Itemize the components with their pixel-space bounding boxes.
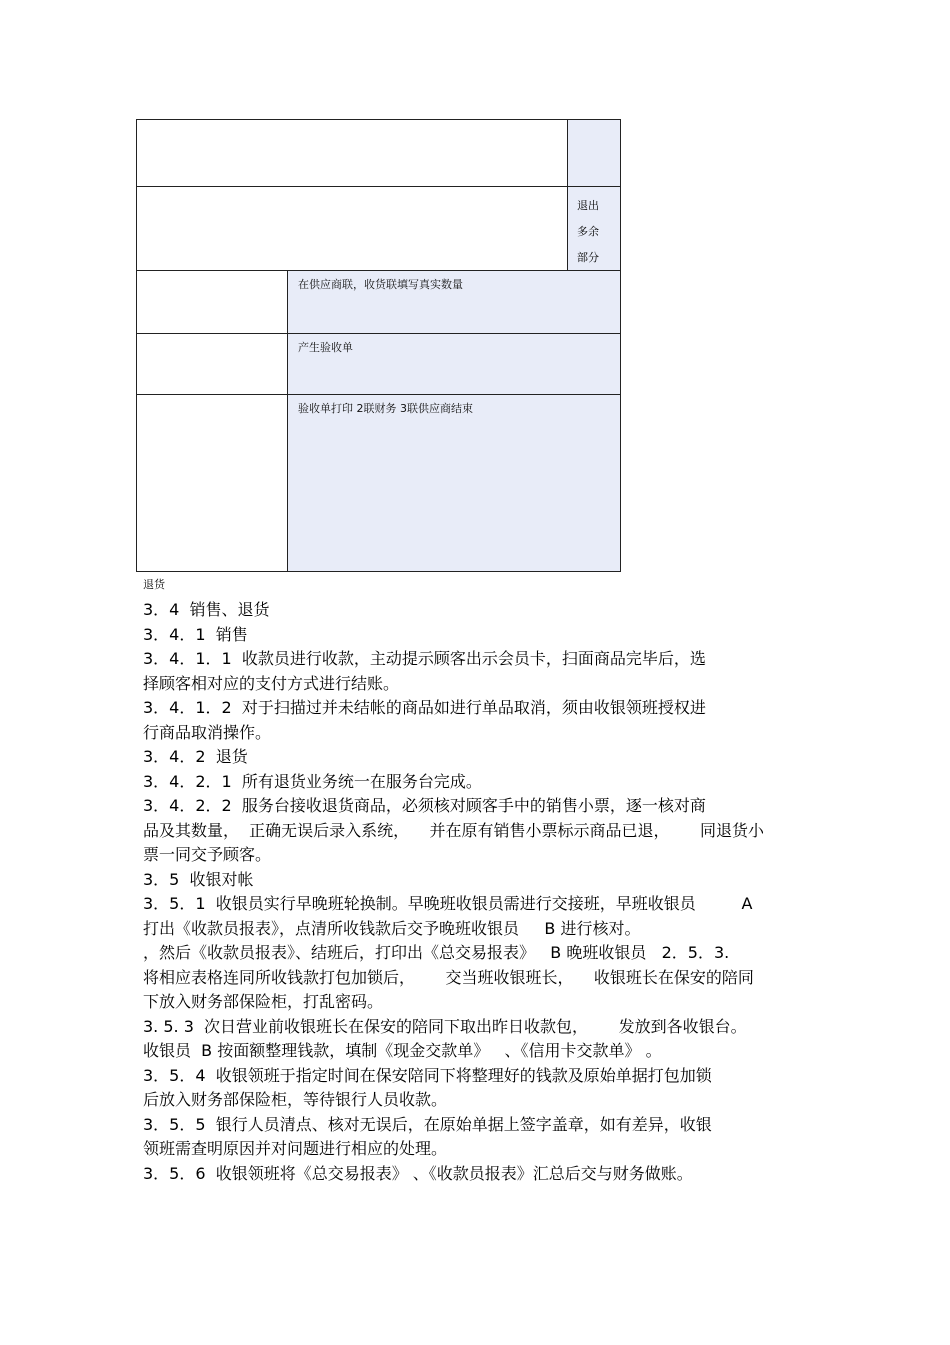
text-line: 3．4．2．2 服务台接收退货商品，必须核对顾客手中的销售小票，逐一核对商 xyxy=(143,796,706,815)
text-line: 收银员 B 按面额整理钱款，填制《现金交款单》 、《信用卡交款单》 。 xyxy=(143,1041,662,1060)
text-line: 3．5．5 银行人员清点、核对无误后，在原始单据上签字盖章，如有差异，收银 xyxy=(143,1114,712,1134)
text-line: 择顾客相对应的支付方式进行结账。 xyxy=(143,673,400,693)
flow-cell-left-1 xyxy=(136,270,288,334)
text-line: 3．4．1．1 收款员进行收款，主动提示顾客出示会员卡，扫面商品完毕后，选 xyxy=(143,649,706,668)
text-line: 3．4 销售、退货 xyxy=(143,600,270,619)
text-line: 3. 5. 3 次日营业前收银班长在保安的陪同下取出昨日收款包， 发放到各收银台。 xyxy=(143,1016,747,1036)
text-line: 打出《收款员报表》，点清所收钱款后交予晚班收银员 B 进行核对。 xyxy=(143,918,641,938)
text-line: 3．5．1 收银员实行早晚班轮换制。早晚班收银员需进行交接班，早班收银员 A xyxy=(143,894,753,913)
text-line: 3．4．1 销售 xyxy=(143,624,248,644)
text-line: 票一同交予顾客。 xyxy=(143,845,272,864)
step-receipt: 产生验收单 xyxy=(298,341,353,354)
flow-cell-fill-qty xyxy=(287,270,621,334)
text-line: 3．5．6 收银领班将《总交易报表》 、《收款员报表》汇总后交与财务做账。 xyxy=(143,1163,693,1183)
flow-cell-left-2 xyxy=(136,333,288,395)
flow-cell-print xyxy=(287,394,621,572)
flow-cell-return-excess xyxy=(567,186,621,271)
text-line: 3．4．1．2 对于扫描过并未结帐的商品如进行单品取消，须由收银领班授权进 xyxy=(143,698,706,717)
flowchart xyxy=(136,119,621,572)
flow-cell-second xyxy=(136,186,568,271)
text-line: 3．5．4 收银领班于指定时间在保安陪同下将整理好的钱款及原始单据打包加锁 xyxy=(143,1065,712,1085)
step-fill-qty: 在供应商联，收货联填写真实数量 xyxy=(298,278,463,291)
return-excess-line-3: 部分 xyxy=(577,251,599,264)
text-line: 领班需查明原因并对问题进行相应的处理。 xyxy=(143,1139,448,1158)
text-line: 3．5 收银对帐 xyxy=(143,869,254,889)
text-line: 将相应表格连同所收钱款打包加锁后， 交当班收银班长， 收银班长在保安的陪同 xyxy=(143,967,754,987)
text-line: 后放入财务部保险柜，等待银行人员收款。 xyxy=(143,1090,448,1109)
flowchart-caption: 退货 xyxy=(143,578,165,591)
text-line: ，然后《收款员报表》、结班后，打印出《总交易报表》 B 晚班收银员 2．5．3. xyxy=(143,943,730,962)
step-print: 验收单打印 2联财务 3联供应商结束 xyxy=(298,402,473,415)
flow-cell-top-right xyxy=(567,119,621,187)
text-line: 行商品取消操作。 xyxy=(143,722,272,742)
return-excess-line-2: 多余 xyxy=(577,225,599,238)
flow-cell-left-3 xyxy=(136,394,288,572)
text-line: 下放入财务部保险柜，打乱密码。 xyxy=(143,992,384,1011)
document-body xyxy=(143,598,813,1186)
text-line: 品及其数量， 正确无误后录入系统， 并在原有销售小票标示商品已退， 同退货小 xyxy=(143,820,765,840)
flow-cell-top xyxy=(136,119,568,187)
text-line: 3．4．2 退货 xyxy=(143,747,248,766)
flow-cell-receipt xyxy=(287,333,621,395)
return-excess-line-1: 退出 xyxy=(577,199,599,212)
text-line: 3．4．2．1 所有退货业务统一在服务台完成。 xyxy=(143,771,482,791)
